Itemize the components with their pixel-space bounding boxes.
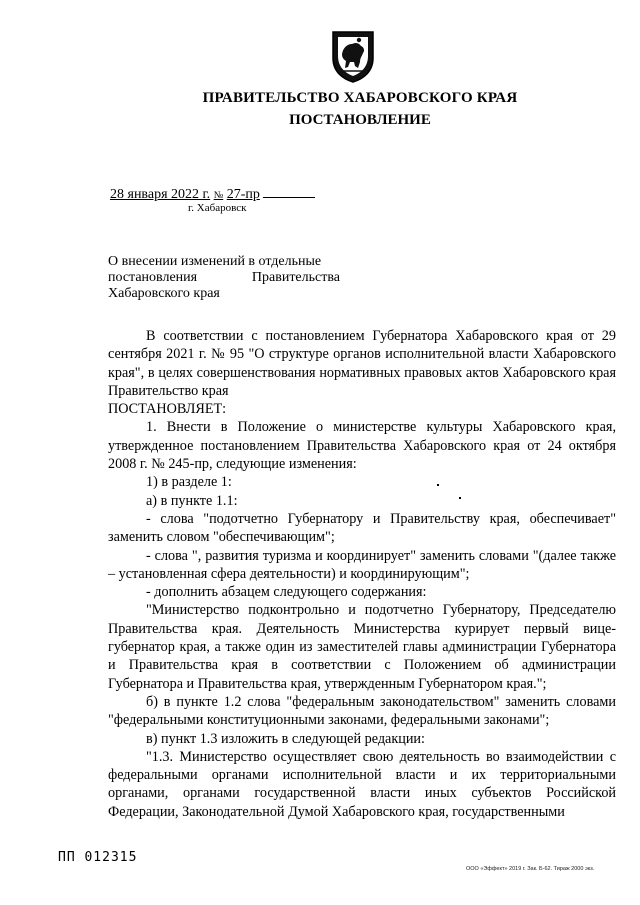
section-1-paragraph: 1) в разделе 1: [146,474,232,491]
date-number-line [110,185,315,203]
dash-1-paragraph: - слова "подотчетно Губернатору и Правительству края, обеспечивает" заменить словом "обеспечивающим"; [108,510,616,546]
document-type-title: ПОСТАНОВЛЕНИЕ [289,112,431,128]
resolves-heading: ПОСТАНОВЛЯЕТ: [108,401,227,418]
document-body [108,327,616,821]
subject-line-2b: Правительства [251,270,340,285]
subject-line-2a: постановления [108,270,198,285]
subitem-c-paragraph: в) пункт 1.3 изложить в следующей редакции: [146,730,425,747]
form-serial-code: ПП 012315 [58,850,138,865]
preamble-paragraph: В соответствии с постановлением Губернатора Хабаровского края от 29 сентября 2021 г. № 95 "О структуре органов исполнительной власти Хабаровского края", в целях совершенствования нормативных правовых актов Хабаровского края Правительство края [108,328,616,399]
scan-speck [459,497,461,499]
dash-2-paragraph: - слова ", развития туризма и координирует" заменить словами "(далее также – установленная сфера деятельности) и координирующим"; [108,547,616,582]
document-subject [108,254,340,302]
dash-3-paragraph: - дополнить абзацем следующего содержания: [146,584,427,601]
printer-imprint: ООО «Эффект» 2019 г. Зак. Б-62. Тираж 2000 экз. [466,866,595,872]
subitem-a-paragraph: а) в пункте 1.1: [146,492,238,509]
government-title: ПРАВИТЕЛЬСТВО ХАБАРОВСКОГО КРАЯ [202,90,518,106]
quote-2-paragraph: "1.3. Министерство осуществляет свою деятельность во взаимодействии с федеральными органами исполнительной власти и их территориальными органами, органами государственной власти иных субъектов Российской Федерации, Законодательной Думой Хабаровского края, государственными [108,748,616,820]
coat-of-arms-emblem [330,28,376,84]
scan-speck [437,484,439,486]
subject-line-2 [108,270,340,286]
number-sign: № [213,190,224,201]
subject-line-3: Хабаровского края [108,286,220,301]
number-underline [263,185,315,198]
subitem-b-paragraph: б) в пункте 1.2 слова "федеральным законодательством" заменить словами "федеральными конституционными законами, федеральными законами"; [108,693,616,729]
city-label: г. Хабаровск [188,202,247,214]
document-date: 28 января 2022 г. [110,187,211,202]
quote-1-paragraph: "Министерство подконтрольно и подотчетно Губернатору, Председателю Правительства края. Деятельность Министерства курирует первый вице-губернатор края, а также один из заместителей главы администрации Губернатора и Правительства края в соответствии с Положением об администрации Губернатора и Правительства края, утвержденным Губернатором края."; [108,602,616,692]
subject-line-1: О внесении изменений в отдельные [108,254,322,269]
item-1-paragraph: 1. Внести в Положение о министерстве культуры Хабаровского края, утвержденное постановлением Правительства Хабаровского края от 24 октября 2008 г. № 245-пр, следующие изменения: [108,419,616,473]
document-number: 27-пр [226,187,260,202]
